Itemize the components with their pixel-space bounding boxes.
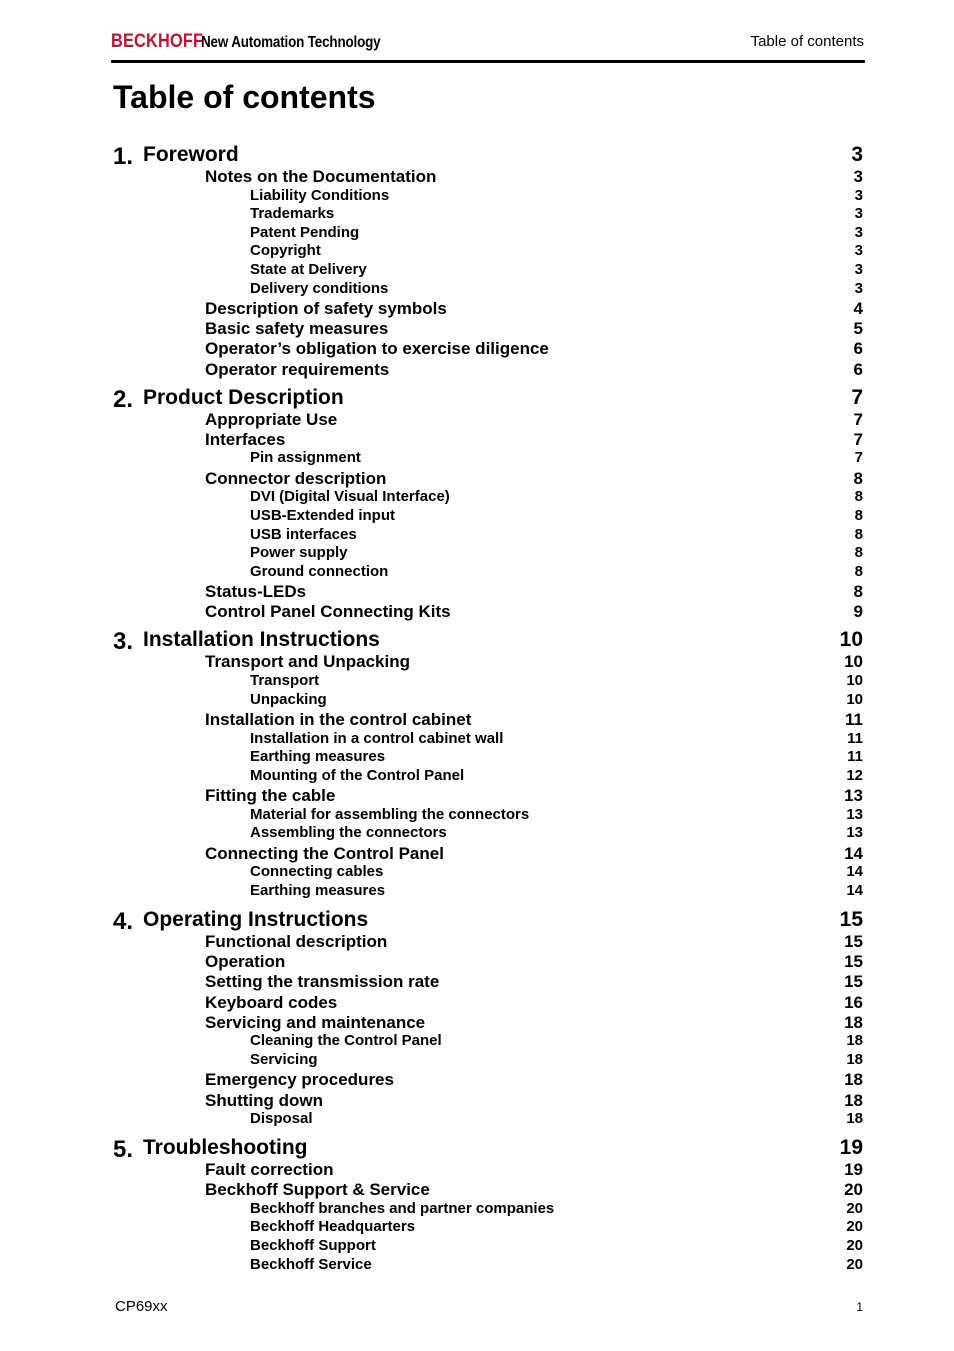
toc-entry-title: USB interfaces bbox=[250, 525, 357, 543]
toc-entry-title: Trademarks bbox=[250, 205, 335, 223]
toc-entry-level-1[interactable] bbox=[0, 385, 954, 413]
toc-entry-title: Transport and Unpacking bbox=[205, 652, 410, 672]
toc-entry-level-2[interactable] bbox=[0, 299, 954, 319]
toc-entry-title: Basic safety measures bbox=[205, 319, 389, 339]
toc-chapter-number: 1. bbox=[113, 143, 134, 170]
toc-entry-title: Interfaces bbox=[205, 429, 286, 449]
toc-chapter-number: 4. bbox=[113, 907, 134, 935]
toc-entry-page: 20 bbox=[846, 1236, 863, 1254]
toc-entry-level-3[interactable] bbox=[0, 730, 954, 748]
toc-entry-level-3[interactable] bbox=[0, 280, 954, 298]
toc-entry-level-2[interactable] bbox=[0, 1091, 954, 1111]
toc-entry-title: Shutting down bbox=[205, 1090, 324, 1110]
toc-entry-title: Product Description bbox=[143, 385, 344, 409]
toc-entry-title: Beckhoff Support & Service bbox=[205, 1180, 430, 1200]
toc-entry-page: 7 bbox=[853, 429, 863, 449]
toc-entry-level-2[interactable] bbox=[0, 410, 954, 430]
toc-entry-level-3[interactable] bbox=[0, 526, 954, 544]
toc-entry-page: 11 bbox=[847, 748, 863, 766]
toc-entry-page: 14 bbox=[846, 863, 863, 881]
toc-entry-title: Beckhoff Support bbox=[250, 1236, 376, 1254]
toc-entry-level-3[interactable] bbox=[0, 1237, 954, 1255]
toc-entry-title: Installation Instructions bbox=[143, 628, 380, 652]
toc-entry-title: Installation in a control cabinet wall bbox=[250, 729, 504, 747]
toc-entry-level-3[interactable] bbox=[0, 672, 954, 690]
toc-chapter-number: 5. bbox=[113, 1136, 134, 1163]
page-title: Table of contents bbox=[113, 79, 376, 115]
toc-entry-level-2[interactable] bbox=[0, 993, 954, 1013]
toc-entry-level-2[interactable] bbox=[0, 844, 954, 864]
toc-entry-level-2[interactable] bbox=[0, 1013, 954, 1033]
toc-entry-page: 13 bbox=[846, 824, 863, 842]
toc-entry-title: Connecting the Control Panel bbox=[205, 843, 444, 863]
toc-entry-level-3[interactable] bbox=[0, 691, 954, 709]
toc-entry-page: 3 bbox=[851, 143, 863, 166]
toc-entry-level-1[interactable] bbox=[0, 1136, 954, 1163]
beckhoff-logo bbox=[111, 31, 415, 57]
toc-entry-level-2[interactable] bbox=[0, 710, 954, 730]
toc-entry-title: Keyboard codes bbox=[205, 992, 338, 1012]
toc-entry-title: Description of safety symbols bbox=[205, 299, 447, 318]
toc-entry-level-3[interactable] bbox=[0, 824, 954, 842]
toc-entry-page: 15 bbox=[844, 931, 863, 951]
toc-entry-title: Connector description bbox=[205, 468, 387, 488]
toc-entry-page: 18 bbox=[844, 1012, 863, 1032]
toc-entry-title: Status-LEDs bbox=[205, 582, 307, 602]
toc-entry-title: Control Panel Connecting Kits bbox=[205, 602, 451, 622]
toc-entry-level-3[interactable] bbox=[0, 1032, 954, 1050]
toc-entry-title: Servicing bbox=[250, 1050, 318, 1068]
toc-entry-page: 19 bbox=[839, 1136, 863, 1159]
toc-entry-level-2[interactable] bbox=[0, 602, 954, 622]
toc-chapter-number: 2. bbox=[113, 385, 134, 413]
toc-entry-title: Setting the transmission rate bbox=[205, 972, 440, 992]
toc-entry-level-2[interactable] bbox=[0, 167, 954, 187]
toc-entry-page: 13 bbox=[846, 805, 863, 823]
toc-entry-title: Copyright bbox=[250, 242, 321, 260]
footer-doc-id: CP69xx bbox=[115, 1298, 168, 1315]
toc-entry-title: Cleaning the Control Panel bbox=[250, 1032, 442, 1050]
toc-entry-level-3[interactable] bbox=[0, 449, 954, 467]
toc-entry-level-3[interactable] bbox=[0, 544, 954, 562]
toc-entry-page: 4 bbox=[853, 299, 863, 318]
toc-entry-page: 18 bbox=[846, 1110, 863, 1127]
toc-entry-title: Earthing measures bbox=[250, 881, 386, 899]
toc-entry-level-1[interactable] bbox=[0, 628, 954, 656]
toc-entry-level-3[interactable] bbox=[0, 1200, 954, 1218]
header-rule bbox=[111, 60, 865, 63]
toc-entry-title: Delivery conditions bbox=[250, 279, 389, 297]
toc-entry-page: 9 bbox=[853, 602, 863, 622]
toc-entry-level-3[interactable] bbox=[0, 1051, 954, 1069]
toc-entry-page: 18 bbox=[846, 1050, 863, 1068]
toc-entry-level-2[interactable] bbox=[0, 582, 954, 602]
toc-entry-level-2[interactable] bbox=[0, 1160, 954, 1180]
toc-entry-page: 7 bbox=[853, 409, 863, 429]
toc-entry-page: 3 bbox=[853, 167, 863, 186]
toc-entry-title: Beckhoff Service bbox=[250, 1255, 372, 1273]
logo-tagline: New Automation Technology bbox=[201, 34, 381, 51]
toc-entry-title: Operator’s obligation to exercise diligence bbox=[205, 339, 549, 359]
toc-entry-level-3[interactable] bbox=[0, 863, 954, 881]
toc-entry-level-2[interactable] bbox=[0, 1070, 954, 1090]
toc-entry-level-2[interactable] bbox=[0, 952, 954, 972]
toc-entry-page: 18 bbox=[844, 1090, 863, 1110]
toc-entry-page: 11 bbox=[847, 729, 863, 747]
toc-entry-page: 8 bbox=[854, 525, 863, 543]
toc-entry-title: Servicing and maintenance bbox=[205, 1012, 426, 1032]
toc-entry-page: 8 bbox=[854, 544, 863, 562]
toc-entry-page: 20 bbox=[846, 1218, 863, 1236]
toc-entry-title: DVI (Digital Visual Interface) bbox=[250, 488, 450, 506]
toc-entry-title: Assembling the connectors bbox=[250, 824, 447, 842]
toc-entry-title: Functional description bbox=[205, 931, 388, 951]
toc-entry-level-3[interactable] bbox=[0, 1218, 954, 1236]
toc-entry-page: 3 bbox=[854, 279, 863, 297]
toc-chapter-number: 3. bbox=[113, 628, 134, 656]
toc-entry-level-3[interactable] bbox=[0, 205, 954, 223]
running-header-title: Table of contents bbox=[750, 33, 864, 50]
toc-entry-title: Transport bbox=[250, 671, 320, 689]
toc-entry-level-2[interactable] bbox=[0, 339, 954, 359]
toc-entry-title: Patent Pending bbox=[250, 223, 360, 241]
toc-entry-title: Installation in the control cabinet bbox=[205, 710, 472, 729]
toc-entry-level-3[interactable] bbox=[0, 1110, 954, 1128]
logo-brand: BECKHOFF bbox=[111, 31, 204, 52]
toc-entry-title: Unpacking bbox=[250, 690, 327, 708]
toc-entry-title: Earthing measures bbox=[250, 748, 386, 766]
toc-entry-title: Connecting cables bbox=[250, 863, 384, 881]
toc-entry-level-2[interactable] bbox=[0, 469, 954, 489]
toc-entry-page: 6 bbox=[853, 339, 863, 359]
toc-entry-level-3[interactable] bbox=[0, 488, 954, 506]
toc-entry-page: 14 bbox=[844, 843, 863, 863]
toc-entry-title: USB-Extended input bbox=[250, 506, 395, 524]
toc-entry-page: 12 bbox=[846, 766, 863, 784]
toc-entry-title: State at Delivery bbox=[250, 260, 367, 278]
toc-entry-title: Mounting of the Control Panel bbox=[250, 766, 465, 784]
toc-entry-level-2[interactable] bbox=[0, 652, 954, 672]
toc-entry-level-1[interactable] bbox=[0, 143, 954, 170]
toc-entry-level-3[interactable] bbox=[0, 507, 954, 525]
toc-entry-level-3[interactable] bbox=[0, 187, 954, 205]
toc-entry-title: Power supply bbox=[250, 544, 348, 562]
toc-entry-page: 10 bbox=[844, 652, 863, 672]
toc-entry-title: Fitting the cable bbox=[205, 786, 336, 806]
toc-entry-title: Pin assignment bbox=[250, 449, 361, 467]
toc-entry-title: Operator requirements bbox=[205, 359, 390, 379]
toc-entry-level-3[interactable] bbox=[0, 224, 954, 242]
toc-entry-title: Operation bbox=[205, 952, 286, 972]
toc-entry-title: Notes on the Documentation bbox=[205, 167, 437, 186]
toc-entry-level-2[interactable] bbox=[0, 1180, 954, 1200]
toc-entry-page: 15 bbox=[839, 907, 863, 931]
toc-entry-page: 18 bbox=[844, 1070, 863, 1090]
toc-entry-level-2[interactable] bbox=[0, 430, 954, 450]
toc-entry-page: 3 bbox=[854, 205, 863, 223]
footer-page-number: 1 bbox=[856, 1300, 863, 1314]
toc-entry-level-2[interactable] bbox=[0, 786, 954, 806]
toc-entry-page: 8 bbox=[853, 582, 863, 602]
toc-entry-page: 10 bbox=[846, 690, 863, 708]
toc-entry-title: Liability Conditions bbox=[250, 186, 390, 204]
toc-entry-page: 18 bbox=[846, 1032, 863, 1050]
toc-entry-level-3[interactable] bbox=[0, 767, 954, 785]
toc-entry-level-2[interactable] bbox=[0, 932, 954, 952]
toc-entry-page: 5 bbox=[853, 319, 863, 339]
toc-entry-page: 3 bbox=[854, 260, 863, 278]
toc-entry-title: Troubleshooting bbox=[143, 1136, 308, 1159]
toc-entry-level-2[interactable] bbox=[0, 360, 954, 380]
toc-entry-level-3[interactable] bbox=[0, 1256, 954, 1274]
toc-entry-level-3[interactable] bbox=[0, 563, 954, 581]
toc-entry-title: Ground connection bbox=[250, 562, 389, 580]
toc-entry-page: 3 bbox=[854, 223, 863, 241]
toc-entry-level-2[interactable] bbox=[0, 319, 954, 339]
toc-entry-page: 20 bbox=[846, 1255, 863, 1273]
toc-entry-page: 8 bbox=[854, 506, 863, 524]
toc-entry-level-3[interactable] bbox=[0, 748, 954, 766]
toc-entry-page: 3 bbox=[854, 186, 863, 204]
toc-entry-page: 20 bbox=[844, 1180, 863, 1200]
toc-entry-page: 16 bbox=[844, 992, 863, 1012]
toc-entry-title: Material for assembling the connectors bbox=[250, 805, 530, 823]
toc-entry-page: 10 bbox=[839, 628, 863, 652]
toc-entry-level-2[interactable] bbox=[0, 972, 954, 992]
toc-entry-page: 7 bbox=[851, 385, 863, 409]
toc-entry-page: 7 bbox=[854, 449, 863, 467]
toc-entry-page: 8 bbox=[854, 562, 863, 580]
toc-entry-level-3[interactable] bbox=[0, 261, 954, 279]
toc-entry-page: 8 bbox=[854, 488, 863, 506]
toc-entry-title: Operating Instructions bbox=[143, 907, 369, 931]
toc-entry-title: Fault correction bbox=[205, 1160, 334, 1179]
toc-entry-page: 19 bbox=[844, 1160, 863, 1179]
toc-entry-title: Appropriate Use bbox=[205, 409, 338, 429]
toc-entry-page: 11 bbox=[845, 710, 863, 729]
toc-entry-title: Beckhoff Headquarters bbox=[250, 1218, 416, 1236]
toc-entry-title: Disposal bbox=[250, 1110, 313, 1127]
toc-entry-page: 6 bbox=[853, 359, 863, 379]
toc-entry-page: 3 bbox=[854, 242, 863, 260]
toc-entry-level-3[interactable] bbox=[0, 242, 954, 260]
toc-entry-title: Beckhoff branches and partner companies bbox=[250, 1199, 555, 1217]
toc-entry-page: 10 bbox=[846, 671, 863, 689]
toc-entry-title: Foreword bbox=[143, 143, 239, 166]
toc-entry-page: 20 bbox=[846, 1199, 863, 1217]
toc-entry-level-3[interactable] bbox=[0, 882, 954, 900]
toc-entry-page: 14 bbox=[846, 881, 863, 899]
toc-entry-page: 15 bbox=[844, 972, 863, 992]
toc-entry-page: 13 bbox=[844, 786, 863, 806]
toc-entry-page: 8 bbox=[853, 468, 863, 488]
toc-entry-level-3[interactable] bbox=[0, 806, 954, 824]
toc-entry-title: Emergency procedures bbox=[205, 1070, 394, 1090]
toc-entry-level-1[interactable] bbox=[0, 907, 954, 935]
toc-entry-page: 15 bbox=[844, 952, 863, 972]
